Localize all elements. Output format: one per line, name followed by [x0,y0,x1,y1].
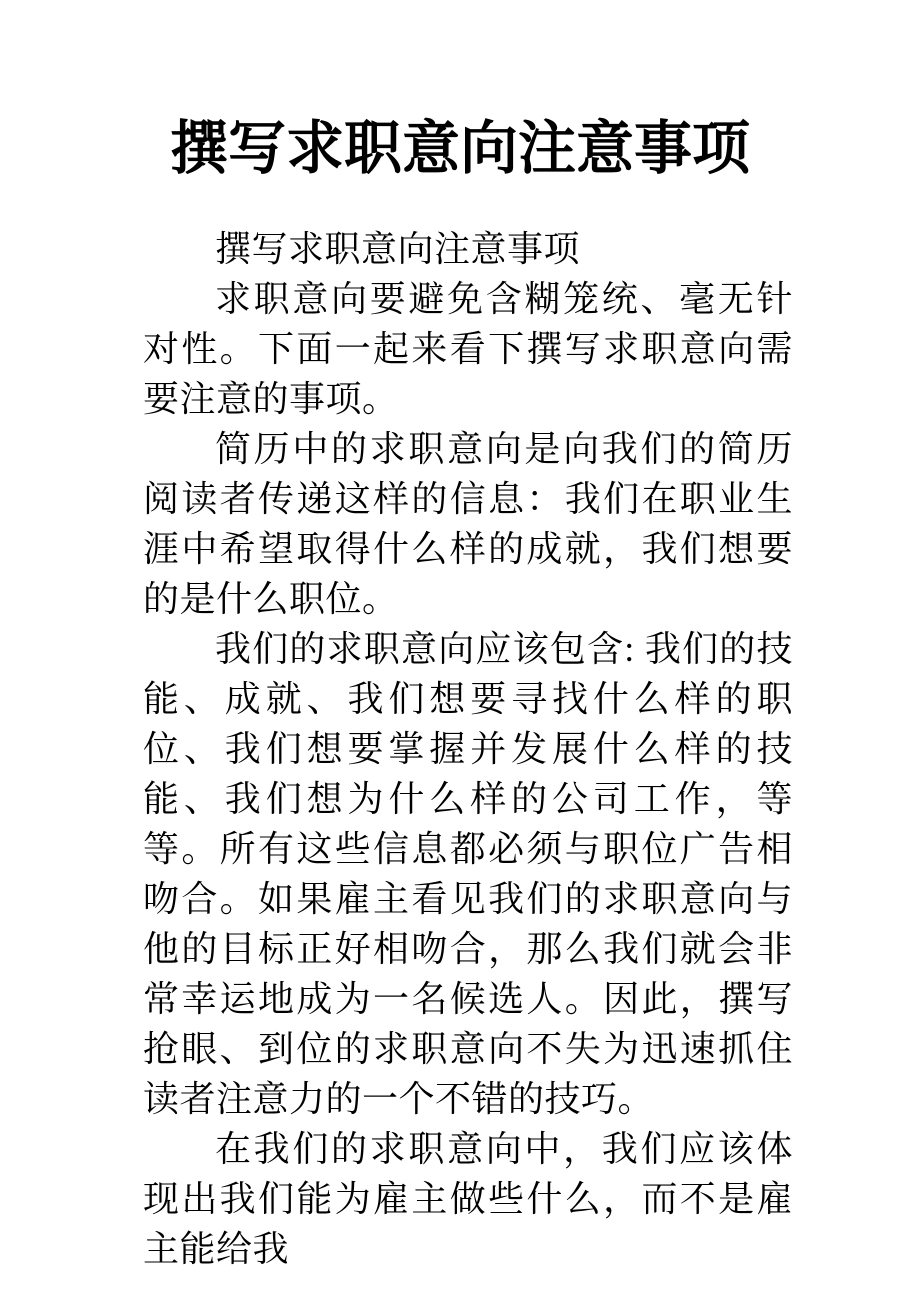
paragraph-text: 我们的求职意向应该包含: 我们的技能、成就、我们想要寻找什么样的职位、我们想要掌握并发展什么样的技能、我们想为什么样的公司工作，等等。所有这些信息都必须与职位广告相吻合。如果雇主看见我们的求职意向与他的目标正好相吻合，那么我们就会非常幸运地成为一名候选人。因此，撰写抢眼、到位的求职意向不失为迅速抓住读者注意力的一个不错的技巧。 [143,629,793,1119]
document-title: 撰写求职意向注意事项 [169,116,750,181]
paragraph-text: 求职意向要避免含糊笼统、毫无针对性。下面一起来看下撰写求职意向需要注意的事项。 [143,279,793,419]
paragraph-text: 撰写求职意向注意事项 [215,229,581,269]
document-body [143,224,793,1274]
paragraph-text: 在我们的求职意向中，我们应该体现出我们能为雇主做些什么，而不是雇主能给我 [143,1129,793,1269]
paragraph-text: 简历中的求职意向是向我们的简历阅读者传递这样的信息：我们在职业生涯中希望取得什么样的成就，我们想要的是什么职位。 [143,429,793,619]
